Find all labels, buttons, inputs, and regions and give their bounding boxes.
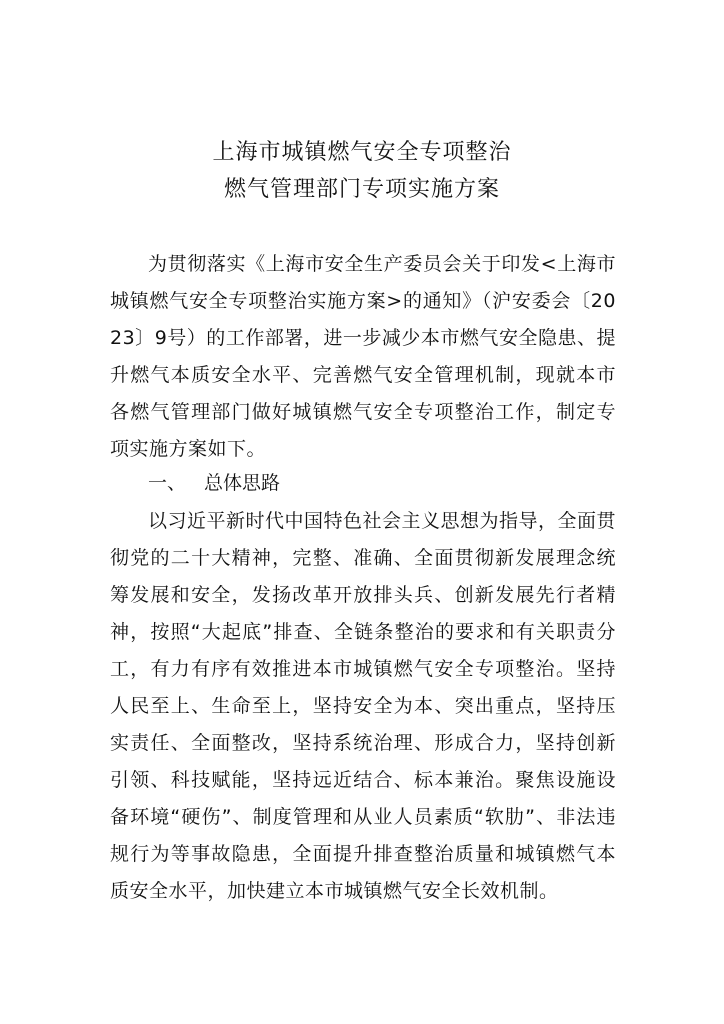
section-paragraph: 以习近平新时代中国特色社会主义思想为指导，全面贯彻党的二十大精神，完整、准确、全面贯彻新发展理念统筹发展和安全，发扬改革开放排头兵、创新发展先行者精神，按照“大起底”排查、全链条整治的要求和有关职责分工，有力有序有效推进本市城镇燃气安全专项整治。坚持人民至上、生命至上，坚持安全为本、突出重点，坚持压实责任、全面整改，坚持系统治理、形成合力，坚持创新引领、科技赋能，坚持远近结合、标本兼治。聚焦设施设备环境“硬伤”、制度管理和从业人员素质“软肋”、非法违规行为等事故隐患，全面提升排查整治质量和城镇燃气本质安全水平，加快建立本市城镇燃气安全长效机制。 (110, 510, 617, 902)
document-title-line-1: 上海市城镇燃气安全专项整治 (212, 140, 512, 165)
section-heading-overall-approach (148, 465, 280, 502)
section-number: 一、 (148, 472, 187, 494)
document-title-line-2: 燃气管理部门专项实施方案 (223, 177, 500, 202)
section-heading-text: 总体思路 (204, 472, 281, 494)
intro-paragraph: 为贯彻落实《上海市安全生产委员会关于印发<上海市城镇燃气安全专项整治实施方案>的通知》（沪安委会〔2023〕9号）的工作部署，进一步减少本市燃气安全隐患、提升燃气本质安全水平、完善燃气安全管理机制，现就本市各燃气管理部门做好城镇燃气安全专项整治工作，制定专项实施方案如下。 (110, 253, 616, 460)
